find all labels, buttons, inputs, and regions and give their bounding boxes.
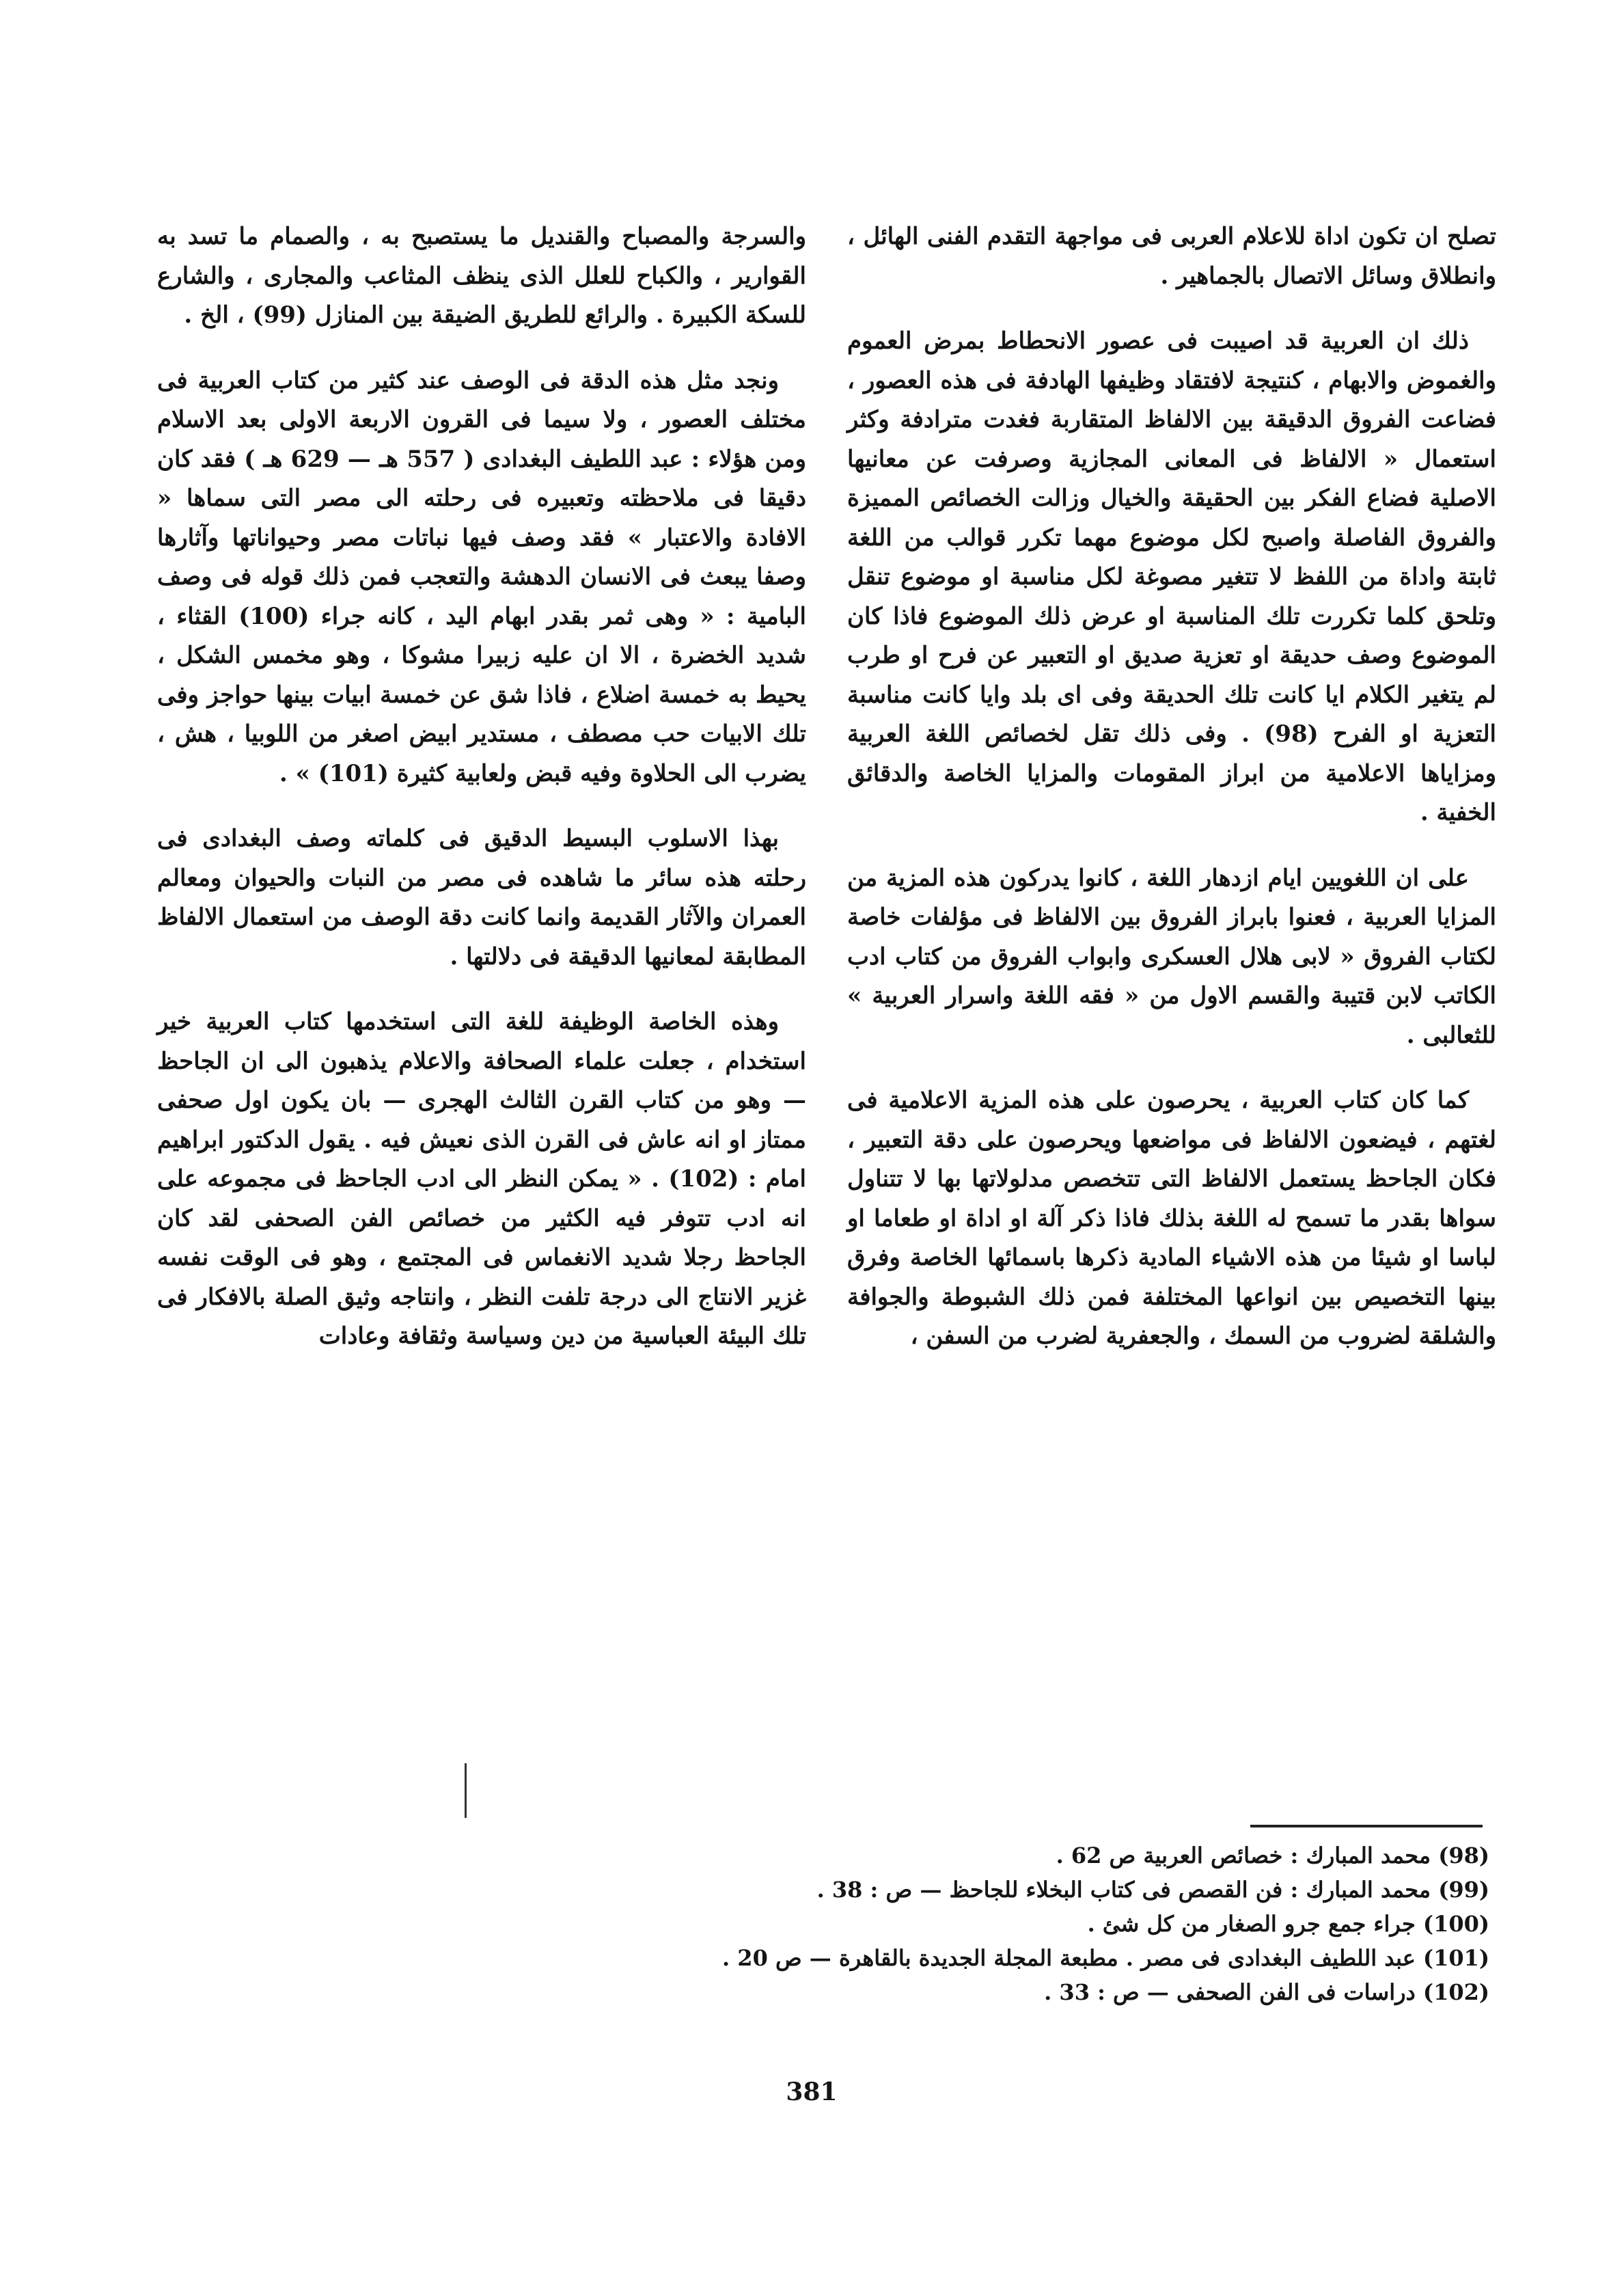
paragraph: ونجد مثل هذه الدقة فى الوصف عند كثير من كتاب العربية فى مختلف العصور ، ولا سيما فى القرون الاربعة الاولى بعد الاسلام ومن هؤلاء : عبد اللطيف البغدادى ( 557 هـ — 629 هـ ) فقد كان دقيقا فى ملاحظته وتعبيره فى رحلته الى مصر التى سماها « الافادة والاعتبار » فقد وصف فيها نباتات مصر وحيواناتها وآثارها وصفا يبعث فى الانسان الدهشة والتعجب فمن ذلك قوله فى وصف البامية : « وهى ثمر بقدر ابهام اليد ، كانه جراء (100) القثاء ، شديد الخضرة ، الا ان عليه زبيرا مشوكا ، وهو مخمس الشكل ، يحيط به خمسة اضلاع ، فاذا شق عن خمسة ابيات بينها حواجز وفى تلك الابيات حب مصطف ، مستدير ابيض اصغر من اللوبيا ، هش ، يضرب الى الحلاوة وفيه قبض ولعابية كثيرة (101) » . bbox=[157, 366, 807, 787]
right-text-column bbox=[847, 217, 1496, 1383]
paragraph: ذلك ان العربية قد اصيبت فى عصور الانحطاط بمرض العموم والغموض والابهام ، كنتيجة لافتقاد وظيفها الهادفة فى هذه العصور ، فضاعت الفروق الدقيقة بين الالفاظ المتقاربة فغدت مترادفة وكثر استعمال « الالفاظ فى المعانى المجازية وصرفت عن معانيها الاصلية فضاع الفكر بين الحقيقة والخيال وزالت الخصائص المميزة والفروق الفاصلة واصبح لكل موضوع مهما تكرر قوالب من اللغة ثابتة واداة من اللفظ لا تتغير مصوغة لكل مناسبة او موضوع تنقل وتلحق كلما تكررت تلك المناسبة او عرض ذلك الموضوع فاذا كان الموضوع وصف حديقة او تعزية صديق او التعبير عن فرح او طرب لم يتغير الكلام ايا كانت تلك الحديقة وفى اى بلد وايا كانت مناسبة التعزية او الفرح (98) . وفى ذلك تقل لخصائص اللغة العربية ومزاياها الاعلامية من ابراز المقومات والمزايا الخاصة والدقائق الخفية . bbox=[847, 327, 1497, 826]
footnote-102: (102) دراسات فى الفن الصحفى — ص : 33 . bbox=[1044, 1979, 1489, 2005]
paragraph: وهذه الخاصة الوظيفة للغة التى استخدمها كتاب العربية خير استخدام ، جعلت علماء الصحافة والاعلام يذهبون الى ان الجاحظ — وهو من كتاب القرن الثالث الهجرى — بان يكون اول صحفى ممتاز او انه عاش فى القرن الذى نعيش فيه . يقول الدكتور ابراهيم امام : (102) . « يمكن النظر الى ادب الجاحظ فى مجموعه على انه ادب تتوفر فيه الكثير من خصائص الفن الصحفى لقد كان الجاحظ رجلا شديد الانغماس فى المجتمع ، وهو فى الوقت نفسه غزير الانتاج الى درجة تلفت النظر ، وانتاجه وثيق الصلة بالافكار فى تلك البيئة العباسية من دين وسياسة وثقافة وعادات bbox=[157, 1008, 806, 1350]
paragraph: على ان اللغويين ايام ازدهار اللغة ، كانوا يدركون هذه المزية من المزايا العربية ، فعنوا بابراز الفروق بين الالفاظ فى مؤلفات خاصة لكتاب الفروق « لابى هلال العسكرى وابواب الفروق من كتاب ادب الكاتب لابن قتيبة والقسم الاول من « فقه اللغة واسرار العربية » للثعالبى . bbox=[847, 864, 1496, 1049]
footnotes bbox=[722, 1838, 1489, 2009]
footnote-100: (100) جراء جمع جرو الصغار من كل شئ . bbox=[1087, 1911, 1489, 1937]
footnote-98: (98) محمد المبارك : خصائص العربية ص 62 . bbox=[1056, 1843, 1489, 1868]
paragraph: بهذا الاسلوب البسيط الدقيق فى كلماته وصف البغدادى فى رحلته هذه سائر ما شاهده فى مصر من النبات والحيوان ومعالم العمران والآثار القديمة وانما كانت دقة الوصف من استعمال الالفاظ المطابقة لمعانيها الدقيقة فى دلالتها . bbox=[157, 825, 806, 970]
footnote-separator bbox=[1250, 1825, 1483, 1827]
page-number: 381 bbox=[786, 2078, 838, 2106]
paragraph: والسرجة والمصباح والقنديل ما يستصبح به ، والصمام ما تسد به القوارير ، والكباح للعلل الذى ينظف المثاعب والمجارى ، والشارع للسكة الكبيرة . والرائع للطريق الضيقة بين المنازل (99) ، الخ . bbox=[157, 223, 806, 329]
paragraph: تصلح ان تكون اداة للاعلام العربى فى مواجهة التقدم الفنى الهائل ، وانطلاق وسائل الاتصال بالجماهير . bbox=[847, 223, 1496, 290]
footnote-101: (101) عبد اللطيف البغدادى فى مصر . مطبعة المجلة الجديدة بالقاهرة — ص 20 . bbox=[722, 1945, 1489, 1971]
column-end-mark bbox=[465, 1763, 467, 1818]
left-text-column bbox=[157, 217, 806, 1383]
paragraph: كما كان كتاب العربية ، يحرصون على هذه المزية الاعلامية فى لغتهم ، فيضعون الالفاظ فى مواضعها ويحرصون على دقة التعبير ، فكان الجاحظ يستعمل الالفاظ التى تتخصص مدلولاتها بها لا تتناول سواها بقدر ما تسمح له اللغة بذلك فاذا ذكر آلة او اداة او طعاما او لباسا او شيئا من هذه الاشياء المادية ذكرها باسمائها الخاصة وفرق بينها التخصيص بين انواعها المختلفة فمن ذلك الشبوطة والجوافة والشلقة لضروب من السمك ، والجعفرية لضرب من السفن ، bbox=[847, 1087, 1496, 1350]
footnote-99: (99) محمد المبارك : فن القصص فى كتاب البخلاء للجاحظ — ص : 38 . bbox=[816, 1877, 1489, 1903]
